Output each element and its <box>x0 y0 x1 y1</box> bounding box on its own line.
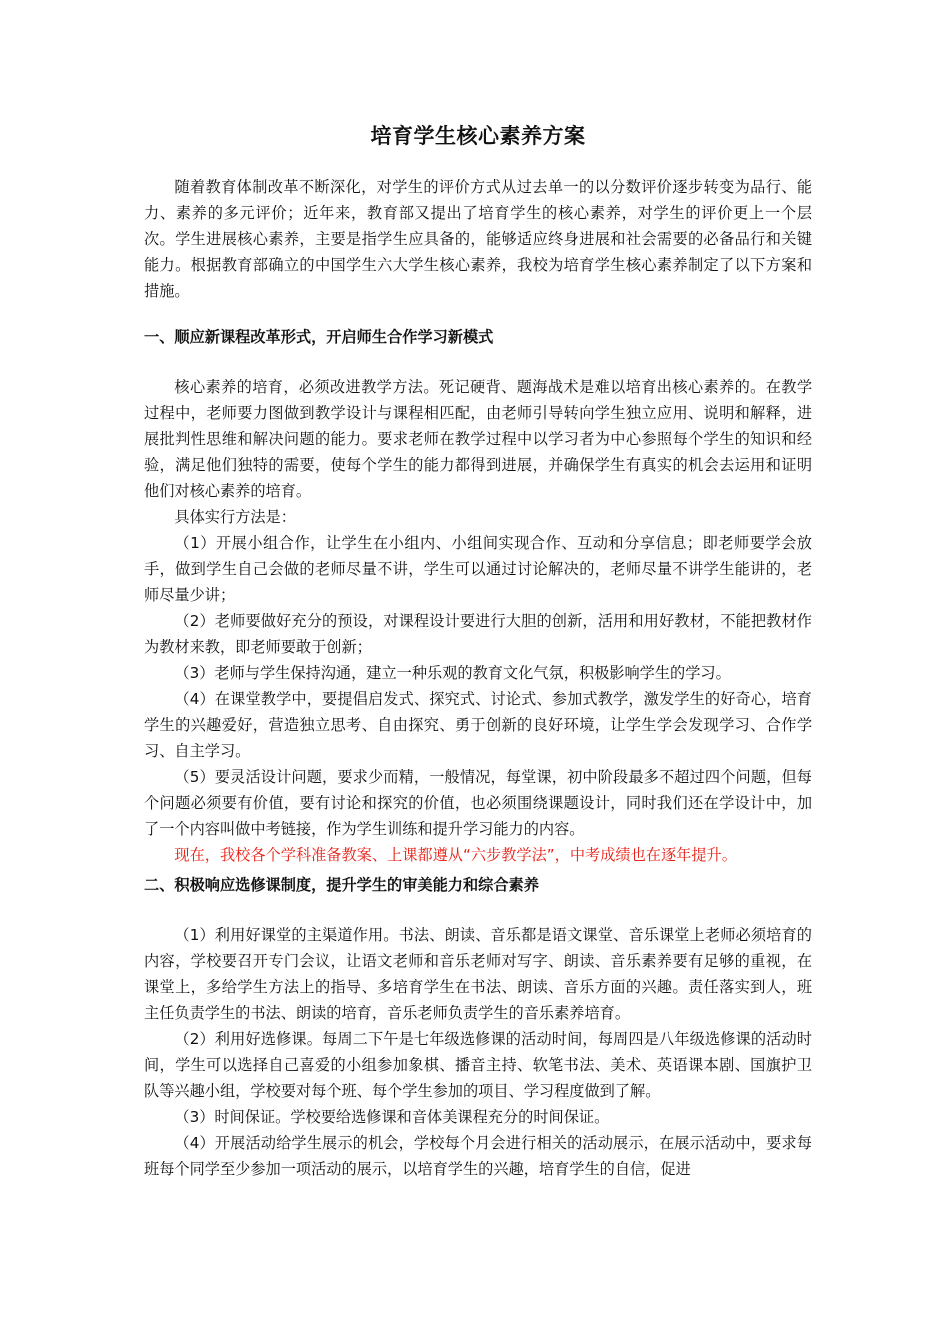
section2-item-4: （4）开展活动给学生展示的机会，学校每个月会进行相关的活动展示，在展示活动中，要求每班每个同学至少参加一项活动的展示，以培育学生的兴趣，培育学生的自信，促进 <box>144 1134 812 1178</box>
section1-item-2: （2）老师要做好充分的预设，对课程设计要进行大胆的创新，活用和用好教材，不能把教材作为教材来教，即老师要敢于创新； <box>144 612 812 656</box>
section1-paragraph: 核心素养的培育，必须改进教学方法。死记硬背、题海战术是难以培育出核心素养的。在教学过程中，老师要力图做到教学设计与课程相匹配，由老师引导转向学生独立应用、说明和解释，进展批判性思维和解决问题的能力。要求老师在教学过程中以学习者为中心参照每个学生的知识和经验，满足他们独特的需要，使每个学生的能力都得到进展，并确保学生有真实的机会去运用和证明他们对核心素养的培育。 <box>144 378 812 500</box>
intro-paragraph: 随着教育体制改革不断深化，对学生的评价方式从过去单一的以分数评价逐步转变为品行、能力、素养的多元评价；近年来，教育部又提出了培育学生的核心素养，对学生的评价更上一个层次。学生进展核心素养，主要是指学生应具备的，能够适应终身进展和社会需要的必备品行和关键能力。根据教育部确立的中国学生六大学生核心素养，我校为培育学生核心素养制定了以下方案和措施。 <box>144 178 812 300</box>
section2-item-1: （1）利用好课堂的主渠道作用。书法、朗读、音乐都是语文课堂、音乐课堂上老师必须培育的内容，学校要召开专门会议，让语文老师和音乐老师对写字、朗读、音乐素养要有足够的重视，在课堂上，多给学生方法上的指导、多培育学生在书法、朗读、音乐方面的兴趣。责任落实到人，班主任负责学生的书法、朗读的培育，音乐老师负责学生的音乐素养培育。 <box>144 926 812 1022</box>
section2-item-3: （3）时间保证。学校要给选修课和音体美课程充分的时间保证。 <box>174 1108 610 1126</box>
section1-item-3: （3）老师与学生保持沟通，建立一种乐观的教育文化气氛，积极影响学生的学习。 <box>174 664 731 682</box>
section2-item-2: （2）利用好选修课。每周二下午是七年级选修课的活动时间，每周四是八年级选修课的活动时间，学生可以选择自己喜爱的小组参加象棋、播音主持、软笔书法、美术、英语课本剧、国旗护卫队等兴趣小组，学校要对每个班、每个学生参加的项目、学习程度做到了解。 <box>144 1030 812 1100</box>
section1-heading: 一、顺应新课程改革形式，开启师生合作学习新模式 <box>144 328 494 346</box>
section1-item-1: （1）开展小组合作，让学生在小组内、小组间实现合作、互动和分享信息；即老师要学会放手，做到学生自己会做的老师尽量不讲，学生可以通过讨论解决的，老师尽量不讲学生能讲的，老师尽量少讲； <box>144 534 812 604</box>
section1-item-5: （5）要灵活设计问题，要求少而精，一般情况，每堂课，初中阶段最多不超过四个问题，但每个问题必须要有价值，要有讨论和探究的价值，也必须围绕课题设计，同时我们还在学设计中，加了一个内容叫做中考链接，作为学生训练和提升学习能力的内容。 <box>144 768 812 838</box>
section1-method-intro: 具体实行方法是： <box>174 508 296 526</box>
document-title: 培育学生核心素养方案 <box>370 124 586 148</box>
section1-highlight: 现在，我校各个学科准备教案、上课都遵从“六步教学法”，中考成绩也在逐年提升。 <box>174 846 737 864</box>
section1-body <box>144 374 812 868</box>
section2-heading: 二、积极响应选修课制度，提升学生的审美能力和综合素养 <box>144 876 539 894</box>
section2-body <box>144 922 812 1182</box>
section1-item-4: （4）在课堂教学中，要提倡启发式、探究式、讨论式、参加式教学，激发学生的好奇心，培育学生的兴趣爱好，营造独立思考、自由探究、勇于创新的良好环境，让学生学会发现学习、合作学习、自主学习。 <box>144 690 812 760</box>
